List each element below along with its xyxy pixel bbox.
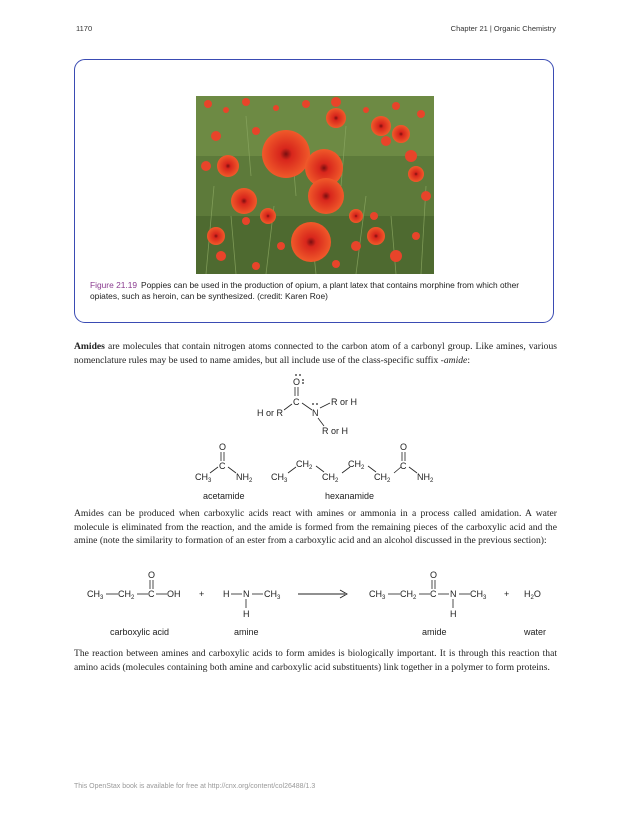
substituent-bottom: R or H	[322, 426, 349, 436]
carbon-atom: C	[219, 461, 226, 471]
substituent-right: R or H	[331, 397, 358, 407]
subscript: 2	[249, 478, 253, 484]
carbon-atom: C	[293, 397, 300, 407]
methyl-group: CH	[87, 589, 100, 599]
substituent-left: H or R	[257, 408, 284, 418]
suffix-amide: -amide	[440, 354, 468, 366]
amino-group: NH	[417, 472, 430, 482]
methylene-group: CH	[348, 459, 361, 469]
amino-group: NH	[236, 472, 249, 482]
carbonyl-carbon: C	[400, 461, 407, 471]
subscript: 3	[382, 595, 386, 601]
acetamide-label: acetamide	[203, 491, 245, 501]
svg-text:CH2	[118, 589, 135, 601]
svg-text:CH3	[470, 589, 487, 601]
water-label: water	[524, 627, 547, 637]
methyl-group: CH	[470, 589, 483, 599]
carboxylic-acid-label: carboxylic acid	[110, 627, 170, 637]
subscript: 2	[131, 595, 135, 601]
paragraph-amidation: Amides can be produced when carboxylic acids react with amines or ammonia in a process called amidation. A water molecule is eliminated from the reaction, and the amide is formed from the remaining pieces of the carboxylic acid and the amine (note the similarity to formation of an ester from a carboxylic acid and an alcohol discussed in the previous section):	[74, 508, 557, 546]
water-structure	[524, 589, 541, 601]
oxygen-atom: O	[148, 570, 156, 580]
methyl-group: CH	[271, 472, 284, 482]
subscript: 2	[361, 465, 365, 471]
methyl-group: CH	[369, 589, 382, 599]
carbonyl-carbon: C	[430, 589, 437, 599]
subscript: 2	[335, 478, 339, 484]
subscript: 2	[413, 595, 417, 601]
carboxylic-acid-structure	[87, 570, 181, 601]
hydroxyl-group: OH	[167, 589, 181, 599]
svg-text:CH3	[264, 589, 281, 601]
subscript: 2	[430, 478, 434, 484]
svg-text:CH3	[87, 589, 104, 601]
hexanamide-label: hexanamide	[325, 491, 375, 501]
term-amides: Amides	[74, 341, 105, 352]
figure-caption-text: Poppies can be used in the production of opium, a plant latex that contains morphine from which other opiates, such as heroin, can be synthesized. (credit: Karen Roe)	[90, 280, 520, 301]
plus-sign: +	[199, 589, 205, 599]
hydrogen-atom: H	[223, 589, 230, 599]
methyl-group: CH	[195, 472, 208, 482]
reaction-arrow	[298, 590, 347, 598]
subscript: 3	[277, 595, 281, 601]
subscript: 3	[284, 478, 288, 484]
svg-text:CH2	[400, 589, 417, 601]
oxygen-atom: O	[219, 442, 227, 452]
figure-number: Figure 21.19	[90, 280, 138, 290]
methylene-group: CH	[400, 589, 413, 599]
page-number: 1170	[76, 24, 93, 33]
paragraph-biological: The reaction between amines and carboxylic acids to form amides is biologically important. It is through this reaction that amino acids (molecules containing both amine and carboxylic acid substituents) link together in a polymer to form proteins.	[74, 648, 557, 673]
nitrogen-atom: N	[450, 589, 457, 599]
subscript: 3	[100, 595, 104, 601]
subscript: 3	[483, 595, 487, 601]
oxygen-atom: O	[293, 377, 301, 387]
carbonyl-carbon: C	[148, 589, 155, 599]
methylene-group: CH	[374, 472, 387, 482]
svg-text:H2O	[524, 589, 541, 601]
oxygen-atom: O	[430, 570, 438, 580]
methylene-group: CH	[296, 459, 309, 469]
subscript: 2	[387, 478, 391, 484]
paragraph-text: are molecules that contain nitrogen atoms connected to the carbon atom of a carbonyl group. Like amines, various nomenclature rules may be used to name amides, but all include use of the class-specific suffix	[74, 341, 557, 366]
subscript: 2	[309, 465, 313, 471]
chapter-header: Chapter 21 | Organic Chemistry	[450, 24, 556, 33]
oxygen-atom: O	[400, 442, 408, 452]
nitrogen-atom: N	[243, 589, 250, 599]
oxygen-atom: O	[533, 589, 541, 599]
hydrogen-atom: H	[243, 609, 250, 619]
subscript: 3	[208, 478, 212, 484]
amine-label: amine	[234, 627, 259, 637]
subscript: 2	[530, 595, 534, 601]
footer-note: This OpenStax book is available for free at http://cnx.org/content/col26488/1.3	[74, 783, 316, 790]
hydrogen-atom: H	[524, 589, 531, 599]
plus-sign: +	[504, 589, 510, 599]
amide-structure	[369, 570, 487, 619]
methylene-group: CH	[118, 589, 131, 599]
svg-text:CH3	[369, 589, 386, 601]
paragraph-end: :	[467, 354, 470, 366]
amine-structure	[223, 589, 281, 619]
methyl-group: CH	[264, 589, 277, 599]
hydrogen-atom: H	[450, 609, 457, 619]
amide-label: amide	[422, 627, 447, 637]
nitrogen-atom: N	[312, 408, 319, 418]
methylene-group: CH	[322, 472, 335, 482]
